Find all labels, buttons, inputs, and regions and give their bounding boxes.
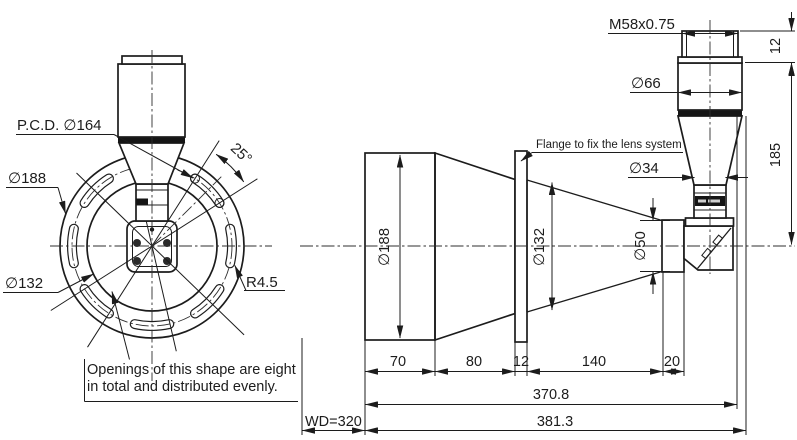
slot-radius-label: R4.5 [246,274,278,291]
seg-20-label: 20 [663,354,681,370]
neck-dia-label: ∅34 [629,160,659,177]
front-tube-barrel [118,64,185,137]
front-tube-label-band [136,199,148,205]
angle-dimension-label: 25° [226,139,256,168]
working-distance-label: WD=320 [305,414,362,430]
chain-dimensions [366,354,684,372]
top-dia-label: ∅66 [631,75,661,92]
seg-12-label: 12 [512,354,530,370]
brand-label-marks [698,200,706,203]
side-view [300,12,795,435]
note-leader [112,292,130,360]
pcd-dimension-label: P.C.D. ∅164 [17,117,102,134]
outer-dia-leader [58,188,66,214]
seg-140-label: 140 [581,354,607,370]
flange-note-label: Flange to fix the lens system [536,139,682,151]
outer-dia-label: ∅188 [8,170,47,187]
body-front-cone [435,153,515,340]
note-line-1: Openings of this shape are eight [87,362,296,378]
mirror-housing-top-plate [686,218,734,226]
body-rear-cone-top [527,180,662,221]
mounting-flange [515,151,527,342]
mirror-housing [684,226,733,270]
length-label: 370.8 [532,387,570,403]
body-dia-label: ∅188 [376,227,393,267]
seg-70-label: 70 [389,354,407,370]
thread-label: M58x0.75 [609,16,675,33]
seg-80-label: 80 [465,354,483,370]
thread-height-label: 12 [768,37,784,55]
inner-dia-label: ∅132 [5,275,44,292]
front-lens-tube [118,56,185,221]
exit-dia-label: ∅50 [632,231,649,261]
height-label: 185 [768,142,784,168]
flange-dia-label: ∅132 [531,227,548,267]
front-tube-cone [119,143,184,184]
total-length-label: 381.3 [536,414,574,430]
body-rear-cone-bottom [527,272,662,313]
front-view [3,50,298,402]
note-line-2: in total and distributed evenly. [87,379,278,395]
mount-screw [133,257,141,265]
side-body [365,151,734,342]
